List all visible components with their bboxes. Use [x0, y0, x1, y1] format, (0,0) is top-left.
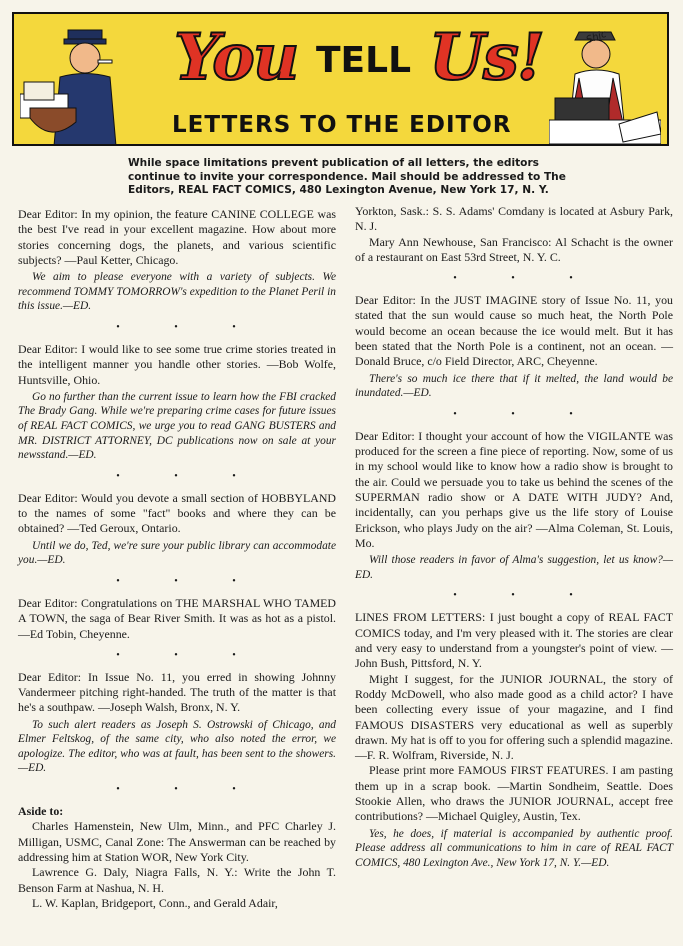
separator: • • •	[116, 649, 262, 661]
aside-heading: Aside to:	[18, 804, 64, 819]
aside-item: L. W. Kaplan, Bridgeport, Conn., and Gerald Adair,	[32, 895, 278, 910]
separator: • • •	[116, 784, 262, 796]
letter: Dear Editor: In my opinion, the feature CANINE COLLEGE was the best I've read in your excellent magazine. How about more stories concerning dogs, the planets, and various scientific subjects? —Paul Ketter, Chicago.	[18, 207, 336, 267]
mailman-illustration	[20, 22, 130, 146]
aside-item: Mary Ann Newhouse, San Francisco: Al Schacht is the owner of a restaurant on East 53rd Street, N. Y. C.	[355, 234, 673, 264]
banner-tell-text: TELL	[316, 40, 412, 81]
editor-reply: Until we do, Ted, we're sure your public library can accommodate you.—ED.	[18, 539, 336, 567]
editor-reply: There's so much ice there that if it melted, the land would be inundated.—ED.	[355, 372, 673, 400]
separator: • • •	[453, 408, 599, 420]
letter: Dear Editor: I thought your account of how the VIGILANTE was produced for the screen a fine piece of reporting. Now, some of us in my school would like to know how a radio show is brought to the air. Could we persuade you to take us behind the scenes of the SUPERMAN radio show or A DATE WITH JUDY? And, incidentally, can you perhaps give us the life story of Louise Erickson, who plays Judy on the air? —Alma Coleman, St. Louis, Mo.	[355, 428, 673, 550]
separator: • • •	[116, 575, 262, 587]
editor-reply: Will those readers in favor of Alma's suggestion, let us know?—ED.	[355, 554, 673, 581]
letter: Please print more FAMOUS FIRST FEATURES. I am pasting them up in a scrap book. —Martin Sondheim, Seattle. Does Stookie Allen, who draws the JUNIOR JOURNAL, accept free contributions? —Michael Quigley, Austin, Tex.	[355, 763, 673, 824]
intro-text: While space limitations prevent publication of all letters, the editors continue to invite your correspondence. Mail should be addressed to The Editors, REAL FACT COMICS, 480 Lexington Avenue, New York 17, N. Y.	[128, 157, 566, 197]
letter: Dear Editor: Congratulations on THE MARSHAL WHO TAMED A TOWN, the saga of Bear River Smith. It was as hot as a pistol. —Ed Tobin, Cheyenne.	[18, 595, 336, 641]
editor-reply: Yes, he does, if material is accompanied by authentic proof. Please address all communications to him in care of REAL FACT COMICS, 480 Lexington Ave., New York 17, N. Y.—ED.	[355, 827, 673, 869]
title-banner	[12, 12, 669, 146]
banner-you-text: You	[174, 20, 298, 95]
right-column	[355, 204, 673, 870]
aside-item: Yorkton, Sask.: S. S. Adams' Comdany is located at Asbury Park, N. J.	[355, 204, 673, 234]
banner-subtitle: LETTERS TO THE EDITOR	[172, 112, 512, 138]
aside-item: Lawrence G. Daly, Niagra Falls, N. Y.: Write the John T. Benson Farm at Nashua, N. H.	[18, 865, 336, 895]
banner-us-text: Us!	[429, 20, 543, 95]
aside-item: Charles Hamenstein, New Ulm, Minn., and PFC Charley J. Milligan, USMC, Canal Zone: The Answerman can be reached by addressing him at Station WOR, New York City.	[18, 819, 336, 864]
editor-sound-text: Shic	[584, 28, 609, 47]
editor-reply: Go no further than the current issue to learn how the FBI cracked The Brady Gang. While we're preparing crime cases for future issues of REAL FACT COMICS, we urge you to read GANG BUSTERS and MR. DISTRICT ATTORNEY, DC publications now on sale at your newsstand.—ED.	[18, 390, 336, 462]
letter: LINES FROM LETTERS: I just bought a copy of REAL FACT COMICS today, and I'm very pleased with it. The stories are clear and very easy to understand from a youngster's point of view. —John Bush, Pittsford, N. Y.	[355, 610, 673, 671]
left-column	[18, 207, 336, 911]
letter: Dear Editor: In Issue No. 11, you erred in showing Johnny Vandermeer pitching right-handed. The truth of the matter is that he's a southpaw. —Joseph Walsh, Bronx, N. Y.	[18, 669, 336, 715]
editor-reply: To such alert readers as Joseph S. Ostrowski of Chicago, and Elmer Feltskog, of the same city, who also noted the error, we apologize. The editor, who was at fault, has been sent to the showers.—ED.	[18, 718, 336, 775]
separator: • • •	[116, 470, 262, 482]
separator: • • •	[116, 321, 262, 333]
letter: Dear Editor: In the JUST IMAGINE story of Issue No. 11, you stated that the sun would cause so much heat, the North Pole would become an ocean because the ice would melt. But it has been stated that the North Pole is a continent, not an ocean. —Donald Bruce, c/o Field Director, ARC, Cheyenne.	[355, 293, 673, 369]
letter: Dear Editor: Would you devote a small section of HOBBYLAND to the names of some "fact" books and where they can be obtained? —Ted Geroux, Ontario.	[18, 490, 336, 536]
letter: Dear Editor: I would like to see some true crime stories treated in the intelligent manner you handle other stories. —Bob Wolfe, Huntsville, Ohio.	[18, 341, 336, 387]
editor-reply: We aim to please everyone with a variety of subjects. We recommend TOMMY TOMORROW's expedition to the Planet Peril in this issue.—ED.	[18, 271, 336, 313]
editor-at-typewriter-illustration	[549, 24, 661, 144]
separator: • • •	[453, 273, 599, 285]
letter: Might I suggest, for the JUNIOR JOURNAL, the story of Roddy McDowell, who also made good as a child actor? I have been collecting every issue of your magazine, and I find FAMOUS DISASTERS very educational as well as superbly drawn. My hat is off to you for offering such a splendid magazine. —F. R. Wolfram, Riverside, N. J.	[355, 671, 673, 763]
separator: • • •	[453, 590, 599, 602]
